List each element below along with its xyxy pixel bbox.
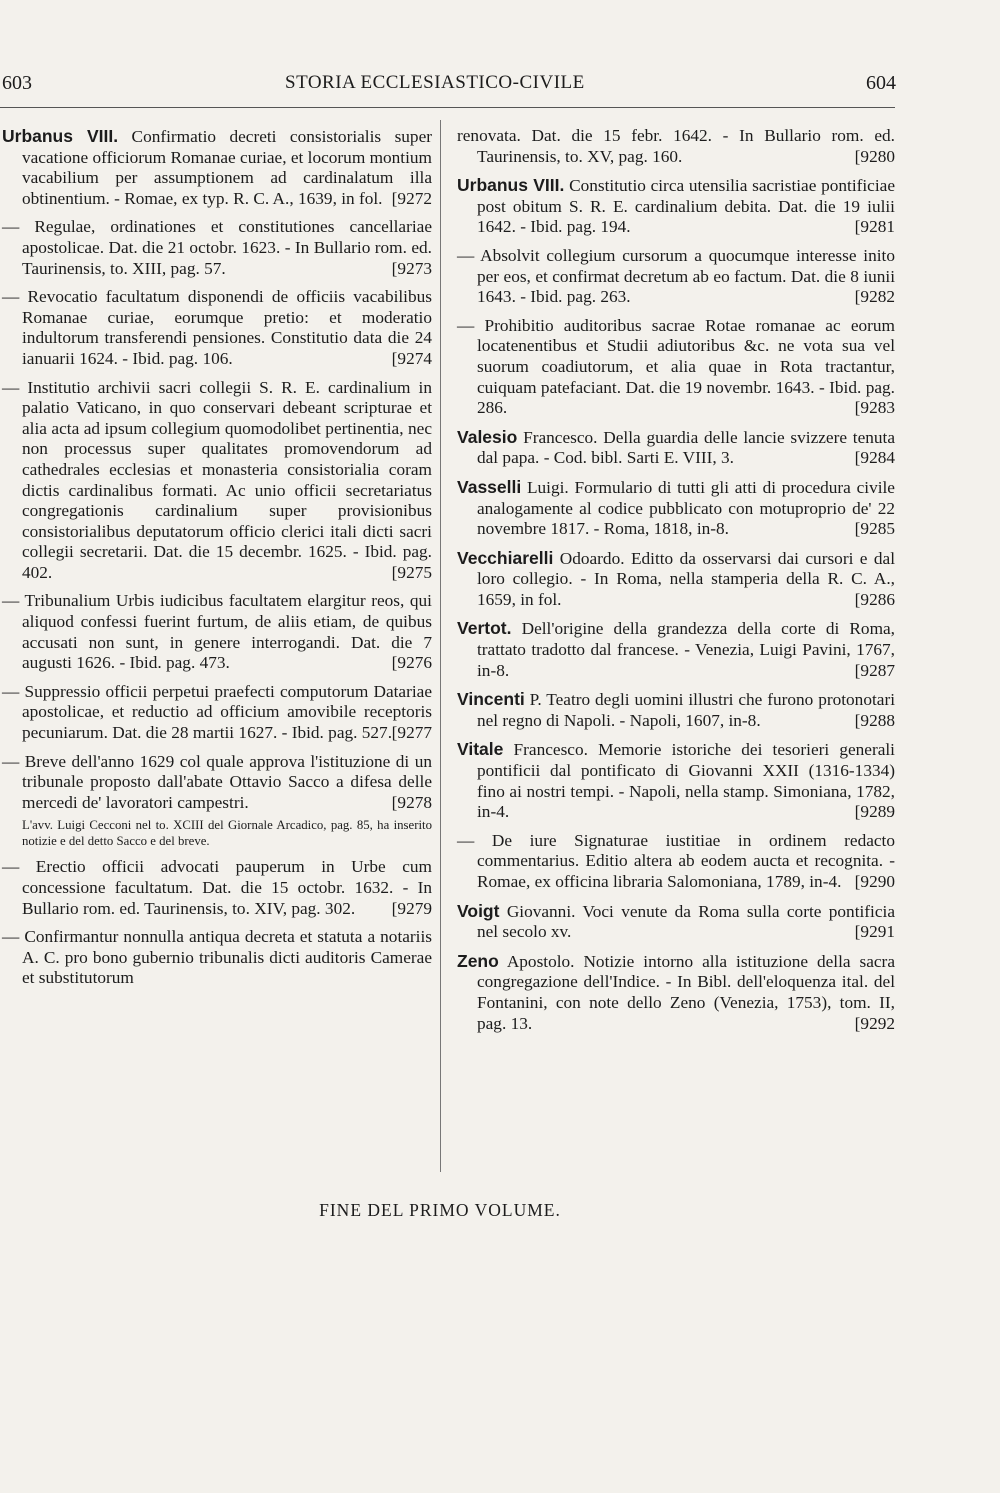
catalog-entry (457, 316, 895, 419)
catalog-entry (2, 217, 432, 279)
entry-text: renovata. Dat. die 15 febr. 1642. - In Bullario rom. ed. Taurinensis, to. XV, pag. 160. (457, 126, 895, 166)
page-number-left: 603 (2, 72, 32, 94)
entry-number: [9273 (391, 258, 432, 278)
entry-author: Zeno (457, 950, 499, 971)
entry-number: [9275 (391, 562, 432, 582)
entry-text: — Absolvit collegium cursorum a quocumque interesse inito per eos, et confirmat decretum ab eo factum. Dat. die 8 iunii 1643. - Ibid. pag. 263. (457, 245, 895, 307)
entry-text: — Institutio archivii sacri collegii S. R. E. cardinalium in palatio Vaticano, in quo conservari debeant scripturae et alia acta ad ipsum collegium quomodolibet pertinentia, nec non processus super qualitates promovendorum ad cathedrales ecclesias et monasteria consistorialia coram dictis cardinalibus formati. Ac unio officii secretariatus congregationis cardinalium super provisionibus consistorialibus deputatorum officio clerici itali dicti sacri collegii secretarii. Dat. die 15 decembr. 1625. - Ibid. pag. 402. (2, 377, 432, 582)
entry-author: Urbanus VIII. (457, 175, 565, 196)
entry-author: Valesio (457, 426, 518, 447)
entry-text: Francesco. Della guardia delle lancie svizzere tenuta dal papa. - Cod. bibl. Sarti E. VIII, 3. (477, 427, 896, 468)
catalog-entry (2, 927, 432, 989)
entry-number: [9278 (391, 792, 432, 812)
page-number-right: 604 (866, 72, 896, 94)
entry-number: [9289 (854, 802, 895, 822)
catalog-entry (2, 857, 432, 919)
entry-author: Vincenti (457, 689, 525, 710)
volume-end-note: FINE DEL PRIMO VOLUME. (319, 1200, 561, 1220)
header-rule (0, 107, 895, 108)
entry-author: Vecchiarelli (457, 547, 554, 568)
entry-author: Vasselli (457, 476, 522, 497)
entry-number: [9285 (854, 519, 895, 539)
catalog-entry (2, 378, 432, 584)
entry-number: [9282 (854, 287, 895, 307)
entry-text: Confirmatio decreti consistorialis super vacatione officiorum Romanae curiae, et locorum montium vacabilium per assumptionem ad cardinalatum illa obtinentium. - Romae, ex typ. R. C. A., 1639, in fol. (22, 127, 432, 208)
catalog-entry (2, 682, 432, 744)
catalog-entry (457, 831, 895, 893)
entry-number: [9283 (854, 398, 895, 418)
running-title: STORIA ECCLESIASTICO-CIVILE (285, 72, 585, 93)
entry-text: — Confirmantur nonnulla antiqua decreta et statuta a notariis A. C. pro bono gubernio tribunalis dicti auditoris Camerae et substitutorum (2, 927, 432, 988)
entry-number: [9281 (854, 217, 895, 237)
entry-text: Francesco. Memorie istoriche dei tesorieri generali pontificii dal pontificato di Giovanni XXII (1316-1334) fino ai nostri tempi. - Napoli, nella stamp. Simoniana, 1782, in-4. (477, 740, 895, 822)
entry-text: P. Teatro degli uomini illustri che furono protonotari nel regno di Napoli. - Napoli, 1607, in-8. (477, 690, 895, 730)
entry-text: — Revocatio facultatum disponendi de officiis vacabilibus Romanae curiae, eorumque pretio: et moderatio indultorum transferendi pensiones. Constitutio data die 24 ianuarii 1624. - Ibid. pag. 106. (2, 287, 432, 368)
entry-note: L'avv. Luigi Cecconi nel to. XCIII del Giornale Arcadico, pag. 85, ha inserito notizie e del detto Sacco e del breve. (22, 818, 432, 849)
entry-text: Constitutio circa utensilia sacristiae pontificiae post obitum S. R. E. cardinalium debita. Dat. die 19 iulii 1642. - Ibid. pag. 194. (477, 176, 895, 237)
entry-text: Apostolo. Notizie intorno alla istituzione della sacra congregazione dell'Indice. - In Bibl. dell'eloquenza ital. del Fontanini, con note dello Zeno (Venezia, 1753), tom. II, pag. 13. (477, 951, 895, 1033)
entry-number: [9287 (854, 660, 895, 680)
catalog-entry (457, 175, 895, 238)
entry-number: [9286 (854, 589, 895, 609)
catalog-entry (457, 126, 895, 167)
catalog-entry (457, 739, 895, 822)
entry-number: [9277 (391, 723, 432, 743)
entry-number: [9274 (391, 348, 432, 368)
entry-text: Giovanni. Voci venute da Roma sulla corte pontificia nel secolo xv. (477, 901, 895, 942)
entry-text: Odoardo. Editto da osservarsi dai cursori e dal loro collegio. - In Roma, nella stamperia della R. C. A., 1659, in fol. (477, 548, 895, 609)
entry-text: Dell'origine della grandezza della corte di Roma, trattato tradotto dal francese. - Venezia, Luigi Pavini, 1767, in-8. (477, 619, 895, 680)
left-column (2, 126, 432, 997)
entry-author: Voigt (457, 900, 500, 921)
right-column (457, 126, 895, 1042)
column-divider (440, 120, 441, 1172)
catalog-entry (457, 246, 895, 308)
entry-number: [9292 (854, 1013, 895, 1033)
entry-author: Vertot. (457, 618, 512, 639)
entry-number: [9284 (854, 448, 895, 468)
entry-text: — Suppressio officii perpetui praefecti computorum Datariae apostolicae, et reductio ad officium amovibile receptoris pecuniarum. Dat. die 28 martii 1627. - Ibid. pag. 527. (2, 681, 432, 743)
catalog-entry (2, 287, 432, 369)
running-header (0, 72, 1000, 102)
entry-text: — Prohibitio auditoribus sacrae Rotae romanae ac eorum locatenentibus et Studii adiutoribus &c. ne vota sua vel suorum coadiutorum, et alia quae in Rota tractantur, cuiquam patefaciant. Dat. die 19 novembr. 1643. - Ibid. pag. 286. (457, 315, 895, 418)
catalog-entry (457, 548, 895, 611)
catalog-entry (2, 126, 432, 209)
entry-text: — Breve dell'anno 1629 col quale approva l'istituzione di un tribunale proposto dall'abate Ottavio Sacco a difesa delle mercedi de' lavoratori campestri. (2, 751, 432, 812)
catalog-entry (457, 951, 895, 1034)
entry-text: — De iure Signaturae iustitiae in ordinem redacto commentarius. Editio altera ab eodem aucta et recognita. - Romae, ex officina libraria Salomoniana, 1789, in-4. (457, 830, 895, 891)
entry-number: [9291 (854, 922, 895, 942)
catalog-entry (457, 689, 895, 731)
entry-number: [9290 (854, 872, 895, 891)
catalog-entry (457, 901, 895, 943)
entry-author: Urbanus VIII. (2, 126, 119, 146)
entry-text: Luigi. Formulario di tutti gli atti di procedura civile analogamente al codice pubblicato con motuproprio de' 22 novembre 1817. - Roma, 1818, in-8. (477, 477, 895, 539)
entry-number: [9288 (854, 710, 895, 730)
catalog-entry (2, 591, 432, 673)
entry-text: — Erectio officii advocati pauperum in Urbe cum concessione facultatum. Dat. die 15 octobr. 1632. - In Bullario rom. ed. Taurinensis, to. XIV, pag. 302. (2, 857, 432, 918)
entry-text: — Tribunalium Urbis iudicibus facultatem elargitur reos, qui aliquod confessi fuerint furtum, de aliis etiam, de quibus accusati non sunt, in genere interrogandi. Dat. die 7 augusti 1626. - Ibid. pag. 473. (2, 591, 432, 673)
entry-number: [9279 (391, 898, 432, 918)
catalog-entry (457, 618, 895, 681)
catalog-entry (2, 752, 432, 814)
entry-number: [9272 (391, 188, 432, 208)
catalog-entry (457, 477, 895, 540)
entry-author: Vitale (457, 739, 504, 760)
entry-number: [9280 (854, 146, 895, 166)
entry-number: [9276 (391, 653, 432, 673)
entry-text: — Regulae, ordinationes et constitutiones cancellariae apostolicae. Dat. die 21 octobr. 1623. - In Bullario rom. ed. Taurinensis, to. XIII, pag. 57. (2, 217, 432, 278)
catalog-entry (457, 427, 895, 469)
